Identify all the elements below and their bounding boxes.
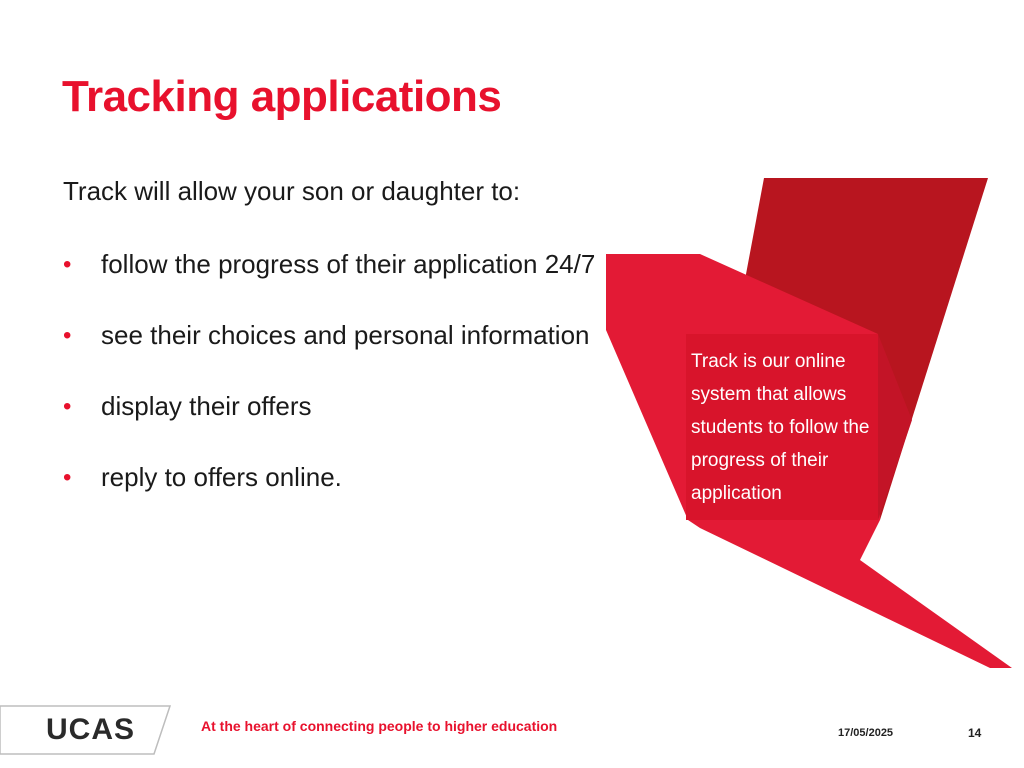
page-number: 14 [968, 726, 982, 740]
intro-text: Track will allow your son or daughter to: [63, 176, 521, 206]
slide-date: 17/05/2025 [838, 727, 894, 739]
ucas-logo: UCAS [46, 713, 136, 746]
bullet-icon: • [63, 393, 72, 420]
slide-title: Tracking applications [62, 72, 502, 121]
bullet-icon: • [63, 251, 72, 278]
footer-tagline: At the heart of connecting people to higher education [201, 718, 558, 734]
bullet-item [63, 459, 623, 496]
bullet-text: display their offers [101, 391, 312, 421]
bullet-item [63, 317, 623, 354]
bullet-list [63, 246, 623, 530]
bullet-text: see their choices and personal information [101, 320, 590, 350]
bullet-item [63, 246, 623, 283]
bullet-icon: • [63, 322, 72, 349]
bullet-icon: • [63, 464, 72, 491]
bullet-item [63, 388, 623, 425]
bullet-text: reply to offers online. [101, 462, 342, 492]
callout-text: Track is our online system that allows students to follow the progress of their application [691, 351, 870, 504]
bullet-text: follow the progress of their application 24/7 [101, 249, 596, 279]
